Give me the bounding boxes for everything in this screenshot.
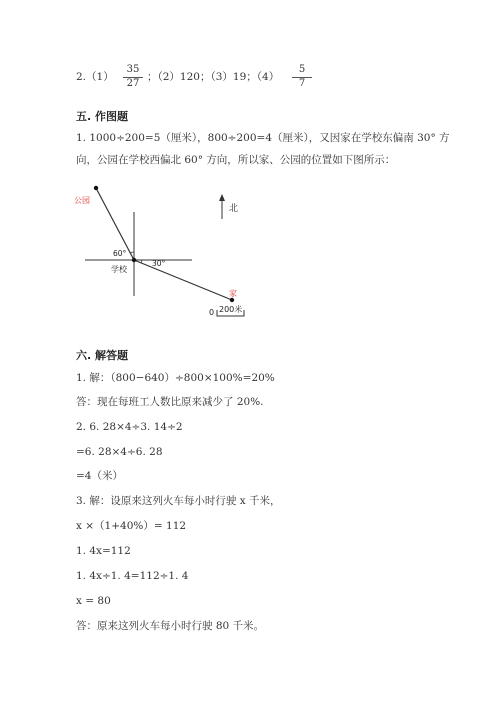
fraction-numerator: 5	[298, 64, 306, 75]
school-point	[132, 258, 136, 262]
section6-line-7: x ×（1+40%）= 112	[76, 520, 187, 532]
angle-60-label: 60°	[113, 249, 127, 258]
section6-line-1: 1. 解：（800−640）÷800×100%=20%	[76, 372, 275, 384]
q2-prefix: 2.（1）	[76, 71, 114, 83]
angle-60-arc	[130, 252, 134, 253]
fraction-numerator: 35	[126, 64, 140, 75]
section6-line-2: 答：现在每班工人数比原来减少了 20%.	[76, 396, 264, 408]
section6-line-8: 1. 4x=112	[76, 545, 131, 557]
scale-label: 200米	[219, 305, 243, 314]
q2-middle: ；（2）120；（3）19；（4）	[147, 71, 280, 83]
fraction-denominator: 27	[123, 77, 143, 90]
section6-line-5: =4（米）	[76, 470, 123, 482]
section6-line-11: 答：原来这列火车每小时行驶 80 千米。	[76, 620, 265, 632]
home-label: 家	[229, 289, 237, 298]
school-label: 学校	[111, 265, 127, 274]
home-point	[230, 298, 234, 302]
north-arrow-icon	[219, 194, 225, 201]
scale-zero-label: 0	[209, 308, 215, 317]
school-home-line	[134, 260, 232, 300]
section6-line-4: =6. 28×4÷6. 28	[76, 446, 163, 458]
park-point	[94, 186, 98, 190]
section5-heading: 五. 作图题	[76, 110, 129, 123]
section5-line2: 向，公园在学校西偏北 60° 方向，所以家、公园的位置如下图所示：	[76, 154, 396, 166]
park-label: 公园	[74, 196, 90, 205]
angle-30-label: 30°	[152, 259, 166, 268]
fraction-denominator: 7	[292, 77, 312, 90]
section6-line-3: 2. 6. 28×4÷3. 14÷2	[76, 421, 183, 433]
north-label: 北	[229, 204, 239, 214]
section6-heading: 六. 解答题	[76, 349, 129, 362]
section5-line1: 1. 1000÷200=5（厘米），800÷200=4（厘米），又因家在学校东偏南 30° 方	[76, 132, 450, 144]
section6-line-9: 1. 4x÷1. 4=112÷1. 4	[76, 570, 189, 582]
section6-line-6: 3. 解：设原来这列火车每小时行驶 x 千米，	[76, 495, 281, 507]
section6-line-10: x = 80	[76, 595, 111, 607]
